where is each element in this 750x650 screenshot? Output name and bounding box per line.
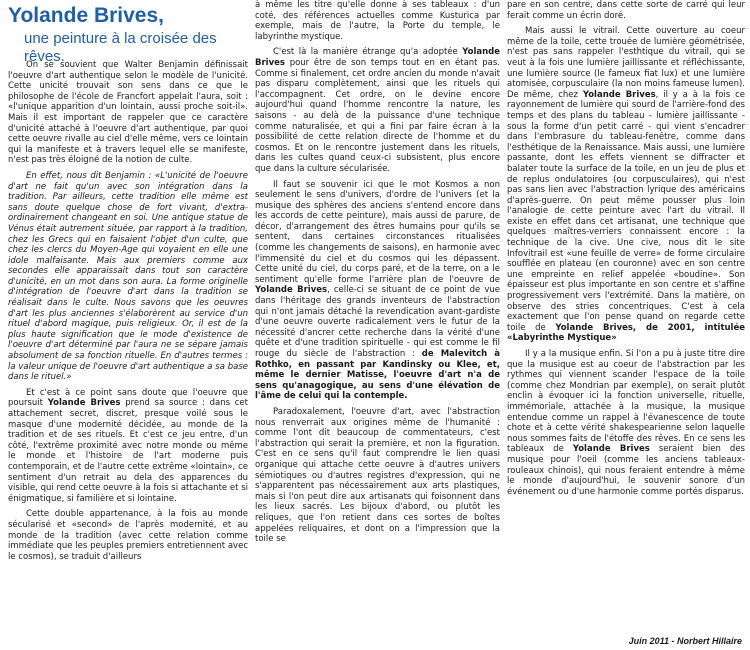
- text-run: Il y a la musique enfin. Si l'on a pu à juste titre dire que la musique est au coeur de l'abstraction par les rythmes qui viennent scander l'espace de la toile (comme chez Mondrian par exemple), on serait plutôt enclin à évoquer ici la fonction universelle, rituelle, immémoriale, attachée à la musique, la musique entendue comme un rappel à l'évanescence de toute chote et à cette vérité shakespearienne selon laquelle nous sommes faits de l'étoffe des rêves. En ce sens les tableaux de: [507, 349, 745, 455]
- paragraph: [507, 349, 745, 497]
- paragraph: [507, 26, 745, 344]
- header: [8, 4, 248, 66]
- paragraph: Paradoxalement, l'oeuvre d'art, avec l'abstraction nous renverrait aux origines même de l'humanité : comme l'ont dit beaucoup de commentateurs, c'est l'abstraction qui serait la première, et non la figuration. C'est en ce sens qu'il faut comprendre le lien quasi organique qui attache cette oeuvre à d'autres univers sémiotiques ou d'autres registres d'expression, qui ne s'apparentent pas nécessairement aux arts plastiques, mais si l'on peut dire aux artisanats qui foisonnent dans les lieux sacrés. Les bijoux d'abord, ou plutôt les reliques, que l'on retient dans ces sortes de boîtes appelées reliquaires, et dont on a l'impression que la toile se: [255, 406, 500, 545]
- quote-paragraph: En effet, nous dit Benjamin : «L'unicité de l'oeuvre d'art ne fait qu'un avec son intégration dans la tradition. Par ailleurs, cette tradition elle même est sans doute quelque chose de fort vivant, d'extra-ordinairement changeant en soi. Une antique statue de Vénus était autrement située, par rapport à la tradition, chez les Grecs qui en faisaient l'objet d'un culte, que chez les clercs du Moyen-Age qui voyaient en elle une idole malfaisante. Mais aux premiers comme aux secondes elle apparaissait dans tout son caractère d'unicité, en un mot dans son aura. La forme originelle d'intégration de l'oeuvre d'art dans la tradition se réalisait dans le culte. Nous savons que les oeuvres d'art les plus anciennes s'élaborèrent au service d'un rituel d'abord magique, puis religieux. Or, il est de la plus haute signification que le mode d'existence de l'oeuvre d'art déterminé par l'aura ne se sépare jamais absolument de sa fonction rituelle. En d'autres termes : la valeur unique de l'oeuvre d'art authentique a sa base dans le rituel.»: [8, 170, 248, 383]
- column-2: [255, 0, 500, 628]
- paragraph: à même les titre qu'elle donne à ses tableaux : d'un coté, des références actuelles comme Kusturica par exemple, mais de l'autre, la Porte du temple, le labyrinthe mystique.: [255, 0, 500, 42]
- author-signature: Juin 2011 - Norbert Hillaire: [628, 636, 742, 646]
- column-1: [8, 60, 248, 628]
- artist-name: Yolande Brives: [582, 89, 656, 100]
- artist-name: Yolande Brives: [255, 285, 328, 296]
- text-run: seraient bien des musique pour l'oeil (comme les anciens tableaux-rouleaux chinois), qui nous feraient entendre à même le monde d'aujourd'hui, le souvenir sonore d'un événement ou d'une harmonie comme portés disparus.: [507, 444, 745, 497]
- text-run: , il y a à la fois ce rayonnement de lumière qui sourd de l'arrière-fond des temps et des plans du tableau - lumière jaillissante - sous la forme d'un petit carré - qui vient s'encadrer dans l'embrasure du tableau-fenêtre, comme dans l'esthétique de la Renaissance. Mais aussi, une lumière passante, dont les effets viennent se diffracter et balater toute la surface de la toile, en un jeu de plus et de replus ondulatoires (ou corpusculaires), qui n'est pas sans lien avec l'abstraction lyrique des américains d'après-guerre. On peut même pousser plus loin l'analogie de cette peinture avec l'art du vitrail. Il existe en effet dans cet artisanat, une technique que quelques maîtres-verriers connaissent encore : la technique de la cive. Une cive, nous dit le site Infovitrail est «une feuille de verre» de forme circulaire soufflée en plateau (en couronne) avec en son centre une empreinte en relief appelée «boudine». Son épaisseur est plus importante en son centre et s'affine progressivement vers l'extrémité. Dans la matière, on observe des stries concentriques. C'est à cela exactement que l'on pense quand on regarde cette toile de: [507, 89, 745, 333]
- paragraph: pare en son centre, dans cette sorte de carré qui leur ferait comme un écrin doré.: [507, 0, 745, 21]
- paragraph: [255, 180, 500, 402]
- bold-text-run: de Malevitch à Rothko, en passant par Kandinsky ou Klee, et, même le dernier Matisse, l'oeuvre d'art n'a de sens qu'anagogique, au sens d'une élévation de l'âme de celui qui la contemple.: [255, 349, 500, 402]
- paragraph: [8, 388, 248, 505]
- column-3: [507, 0, 745, 628]
- artist-name: Yolande Brives: [572, 444, 650, 455]
- artist-name: Yolande Brives: [255, 47, 500, 68]
- text-run: Il faut se souvenir ici que le mot Kosmos a non seulement le sens d'univers, d'ordre de l'univers (et la musique des sphères des anciens s'entend encore dans les accords de cette peinture), mais aussi de parure, de décor, d'arrangement des êtres humains pour qu'ils se sentent, dans certaines circonstances ritualisées (comme les changements de saisons), en harmonie avec l'immensité du ciel et du cosmos qui les dépassent. Cette unité du ciel, du corps paré, et de la terre, on a le sentiment qu'elle forme l'arrière plan de l'oeuvre de: [255, 179, 500, 285]
- text-run: Mais aussi le vitrail. Cette ouverture au coeur même de la toile, cette trouée de lumière géométrisée, n'est pas sans rappeler l'esthtique du vitrail, qui se veut à la fois une lumière jaillissante et réfléchissante, une lumière source (le fameux fiat lux) et une lumière atomisée, corpusculaire (la non moins fameuse lumen). De même, chez: [507, 26, 745, 100]
- paragraph: [255, 47, 500, 174]
- article-subtitle: une peinture à la croisée des rêves.: [24, 30, 217, 65]
- artist-name: Yolande Brives: [47, 398, 121, 409]
- text-run: C'est là la manière étrange qu'a adoptée: [273, 47, 463, 58]
- text-run: pour être de son temps tout en en étant pas. Comme si finalement, cet ordre ancien du monde n'avait pas disparu complètement, ainsi que les rituels qui l'accompagnent. Cet ordre, on le devine encore aujourd'hui quand l'homme rencontre la nature, les saisons - au delà de la puissance d'une technique comme naturalisée, et qui a fini par faire écran à la possibilité de cette relation directe de l'homme et du cosmos. Et on le rencontre justement dans les rituels, dans les cultes quand ceux-ci subsistent, plus encore que dans la culture sécularisée.: [255, 57, 500, 174]
- artwork-title: Yolande Brives, de 2001, intitulée «Labyrinthe Mystique»: [507, 322, 745, 344]
- text-run: , celle-ci se situant de ce point de vue dans l'héritage des grands inventeurs de l'abstraction qui n'ont jamais détaché la revendication avant-gardiste d'une oeuvre ouverte radicalement vers le futur de la nécessité d'ancrer cette recherche dans la vérité d'une quête et d'une tradition spirituelle - qui est comme le fil rouge du siècle de l'abstraction :: [255, 285, 500, 359]
- article-title: Yolande Brives,: [8, 4, 165, 27]
- text-run: prend sa source : dans cet attachement secret, discret, presque voilé sous le masque d'une modernité décidée, au monde de la tradition et de ses rituels. Et c'est ce jeu entre, d'un côté, l'extrême proximité avec notre monde ou même le monde et l'histoire de l'art moderne puis contemporain, et de l'autre cette extrême «lointain», ce sentiment d'un retrait au dela des apparences du visible, qui rend cette oeuvre à la fois si attachante et si énigmatique, si familière et si lointaine.: [8, 398, 248, 504]
- paragraph: On se souvient que Walter Benjamin définissait l'oeuvre d'art authentique selon le modèle de l'unicité. Cette unicité trouvait son sens dans ce que le philosophe de l'école de Francfort appelait l'aura, soit : «l'unique apparition d'un lointain, aussi proche soit-il». Mais il est important de rappeler que ce caractère d'unicité attaché à l'oeuvre d'art authentique, par quoi cette oeuvre rivalle au ciel d'elle même, vers ce lointain qui la manifeste et à travers lequel elle se manifeste, n'est pas très éloigné de la notion de culte.: [8, 60, 248, 166]
- paragraph: Cette double appartenance, à la fois au monde sécularisé et «second» de l'après modernité, et au monde de la tradition (avec cette relation comme immédiate que les peuples premiers entretiennent avec le cosmos), se traduit d'ailleurs: [8, 509, 248, 562]
- text-run: Et c'est à ce point sans doute que l'oeuvre que poursuit: [8, 387, 248, 409]
